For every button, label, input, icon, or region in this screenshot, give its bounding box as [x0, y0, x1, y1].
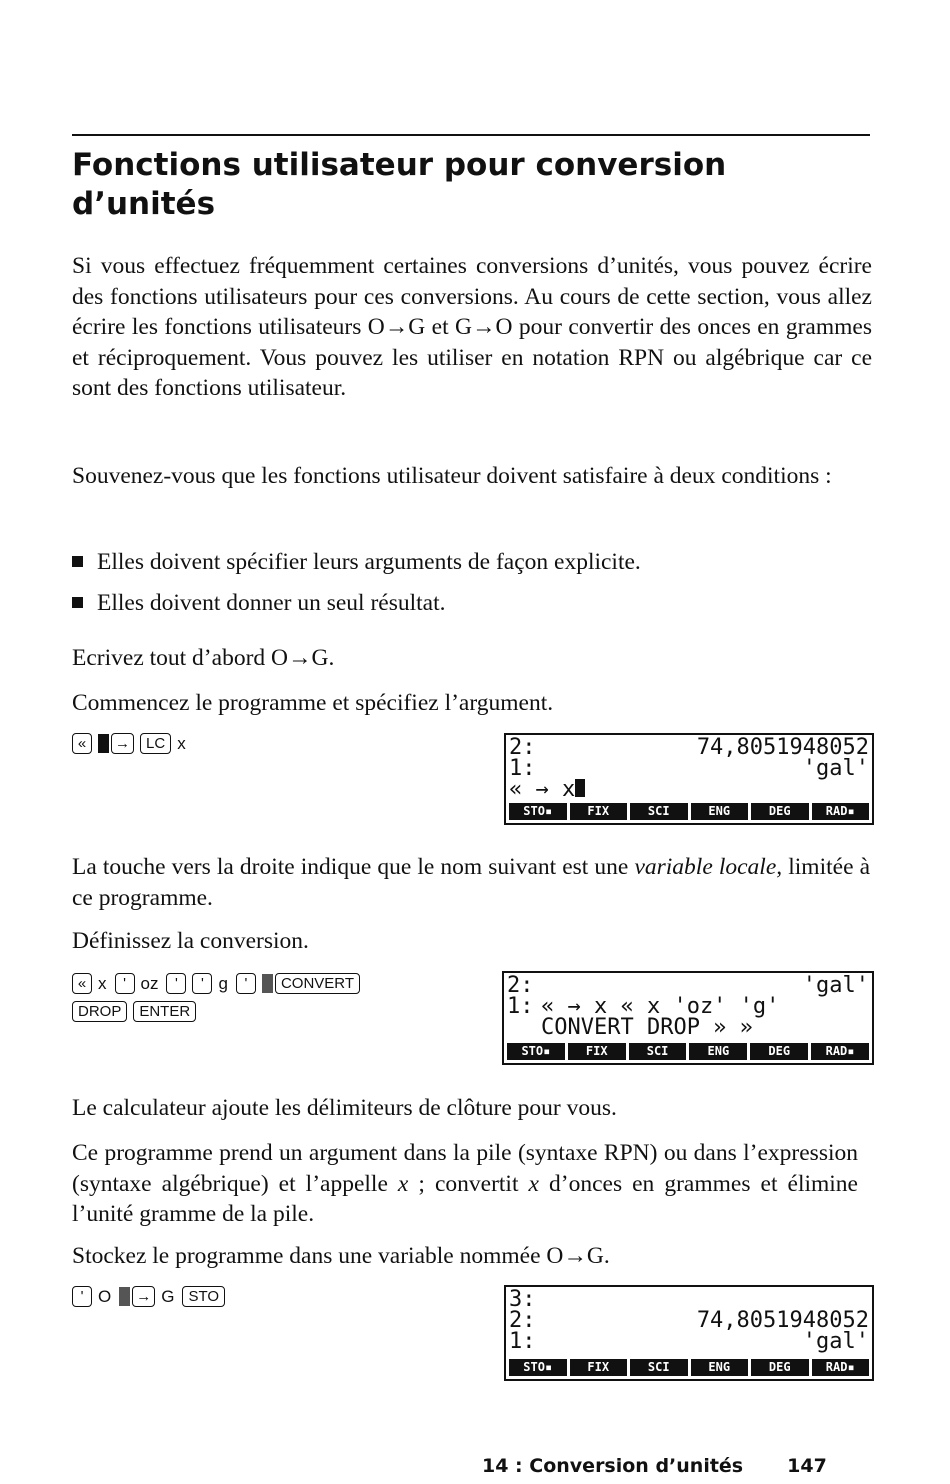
- delimiters-paragraph: Le calculateur ajoute les délimiteurs de clôture pour vous.: [72, 1095, 617, 1121]
- calculator-screen-2: 2: 'gal' 1: « → x « x 'oz' 'g' CONVERT DROP » » STO▪ FIX SCI ENG DEG RAD▪: [502, 971, 874, 1065]
- title-rule: [72, 134, 870, 136]
- instruction-store-program: Stockez le programme dans une variable nommée O→G.: [72, 1243, 610, 1269]
- stack-level-2-value: 74,8051948052: [696, 735, 869, 760]
- calculator-screen-1: 2: 74,8051948052 1: 'gal' « → x STO▪ FIX SCI ENG DEG RAD▪: [504, 733, 874, 825]
- menu-rad[interactable]: RAD▪: [812, 803, 870, 820]
- menu-sci[interactable]: SCI: [629, 1043, 687, 1060]
- softkey-menu: [509, 1359, 869, 1376]
- drop-key[interactable]: DROP: [72, 1001, 127, 1022]
- bullet-item: Elles doivent donner un seul résultat.: [72, 588, 446, 618]
- quote-key[interactable]: ': [192, 973, 212, 994]
- command-line: « → x: [509, 777, 576, 802]
- menu-sto[interactable]: STO▪: [507, 1043, 565, 1060]
- arrow-key[interactable]: →: [111, 733, 134, 754]
- typed-x: x: [177, 733, 186, 753]
- shift-key-icon: [119, 1287, 130, 1306]
- bullet-square-icon: [72, 556, 83, 567]
- conditions-paragraph: Souvenez-vous que les fonctions utilisateur doivent satisfaire à deux conditions :: [72, 463, 832, 489]
- menu-fix[interactable]: FIX: [570, 803, 628, 820]
- instruction-start-program: Commencez le programme et spécifiez l’argument.: [72, 690, 554, 716]
- stack-level-1-value: 'gal': [802, 1329, 869, 1354]
- menu-deg[interactable]: DEG: [751, 1359, 809, 1376]
- menu-eng[interactable]: ENG: [691, 803, 749, 820]
- calculator-screen-3: 3: 2: 74,8051948052 1: 'gal' STO▪ FIX SCI ENG DEG RAD▪: [504, 1285, 874, 1381]
- keystroke-sequence-2b: [72, 998, 202, 1024]
- softkey-menu: [509, 803, 869, 820]
- bullet-square-icon: [72, 597, 83, 608]
- menu-sto[interactable]: STO▪: [509, 1359, 567, 1376]
- chapter-title: 14 : Conversion d’unités: [482, 1455, 744, 1477]
- menu-eng[interactable]: ENG: [691, 1359, 749, 1376]
- menu-fix[interactable]: FIX: [570, 1359, 628, 1376]
- local-variable-paragraph: La touche vers la droite indique que le nom suivant est une variable locale, limitée à ce programme.: [72, 854, 871, 911]
- quote-key[interactable]: ': [115, 973, 135, 994]
- menu-fix[interactable]: FIX: [568, 1043, 626, 1060]
- shift-key-icon: [98, 734, 109, 753]
- page-footer: [482, 1455, 827, 1477]
- quote-key[interactable]: ': [236, 973, 256, 994]
- cursor-icon: [575, 779, 585, 797]
- quote-key[interactable]: ': [166, 973, 186, 994]
- menu-deg[interactable]: DEG: [750, 1043, 808, 1060]
- menu-eng[interactable]: ENG: [689, 1043, 747, 1060]
- lc-key[interactable]: LC: [140, 733, 171, 754]
- quote-key[interactable]: ': [72, 1286, 92, 1307]
- page-number: 147: [787, 1455, 827, 1477]
- menu-sci[interactable]: SCI: [630, 1359, 688, 1376]
- command-line: « → x « x 'oz' 'g': [541, 994, 780, 1019]
- stack-level-1-value: 'gal': [802, 756, 869, 781]
- instruction-write-og: Ecrivez tout d’abord O→G.: [72, 645, 335, 671]
- keystroke-sequence-3: ' O → G STO: [72, 1283, 231, 1310]
- section-title: Fonctions utilisateur pour conversion d’unités: [72, 147, 727, 222]
- keystroke-sequence-1: [72, 730, 194, 757]
- menu-rad[interactable]: RAD▪: [811, 1043, 869, 1060]
- menu-sci[interactable]: SCI: [630, 803, 688, 820]
- program-delimiter-key[interactable]: «: [72, 733, 92, 754]
- program-explanation-paragraph: Ce programme prend un argument dans la pile (syntaxe RPN) ou dans l’expression (syntaxe algébrique) et l’appelle x ; convertit x d’onces en grammes et élimine l’unité gramme de la pile.: [72, 1140, 858, 1227]
- instruction-define-conversion: Définissez la conversion.: [72, 928, 309, 954]
- arrow-key[interactable]: →: [132, 1286, 155, 1307]
- stack-level-2-value: 'gal': [802, 973, 869, 998]
- softkey-menu: [507, 1043, 869, 1060]
- enter-key[interactable]: ENTER: [133, 1001, 196, 1022]
- program-delimiter-key[interactable]: «: [72, 973, 92, 994]
- menu-deg[interactable]: DEG: [751, 803, 809, 820]
- intro-paragraph: Si vous effectuez fréquemment certaines conversions d’unités, vous pouvez écrire des fonctions utilisateurs pour ces conversions. Au cours de cette section, vous allez écrire les fonctions utilisateurs O→G et G→O pour convertir des onces en grammes et réciproquement. Vous pouvez les utiliser en notation RPN ou algébrique car ce sont des fonctions utilisateur.: [72, 253, 872, 401]
- convert-key[interactable]: CONVERT: [275, 973, 360, 994]
- sto-key[interactable]: STO: [182, 1286, 225, 1307]
- menu-sto[interactable]: STO▪: [509, 803, 567, 820]
- bullet-item: Elles doivent spécifier leurs arguments de façon explicite.: [72, 547, 641, 577]
- shift-key-icon: [262, 974, 273, 993]
- menu-rad[interactable]: RAD▪: [812, 1359, 870, 1376]
- command-line-continued: CONVERT DROP » »: [541, 1015, 753, 1040]
- keystroke-sequence-2: « x ' oz ' ' g ' CONVERT: [72, 970, 366, 997]
- stack-level-2-value: 74,8051948052: [696, 1308, 869, 1333]
